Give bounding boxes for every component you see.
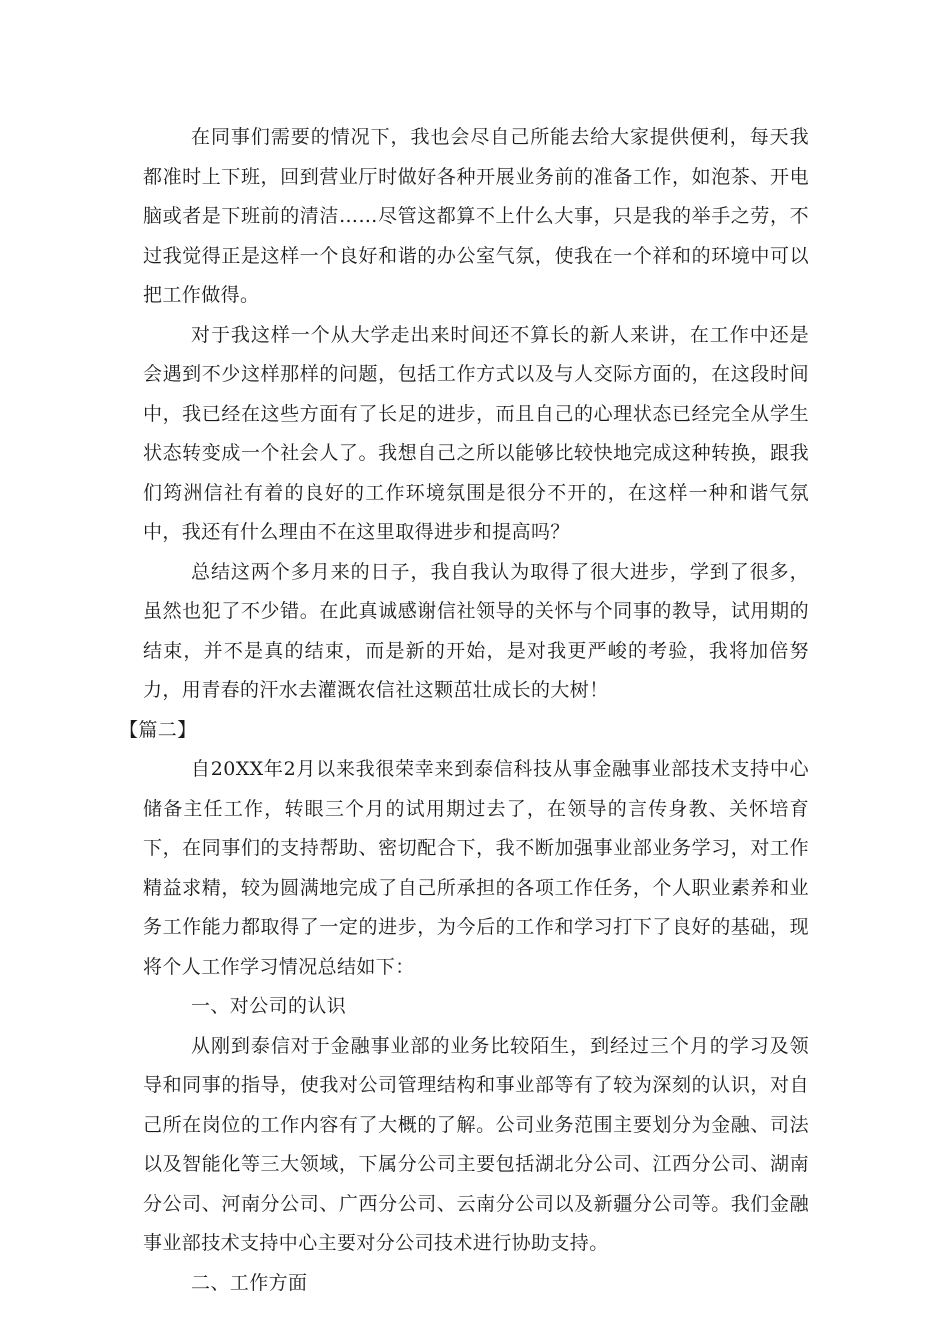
paragraph-company-understanding: 从刚到泰信对于金融事业部的业务比较陌生，到经过三个月的学习及领导和同事的指导，使我对公司管理结构和事业部等有了较为深刻的认识，对自己所在岗位的工作内容有了大概的了解。公司业务范围主要划分为金融、司法以及智能化等三大领域，下属分公司主要包括湖北分公司、江西分公司、湖南分公司、河南分公司、广西分公司、云南分公司以及新疆分公司等。我们金融事业部技术支持中心主要对分公司技术进行协助支持。 [143, 1034, 809, 1254]
document-body [119, 118, 809, 1303]
paragraph-summary-thanks: 总结这两个多月来的日子，我自我认为取得了很大进步，学到了很多，虽然也犯了不少错。在此真诚感谢信社领导的关怀与个同事的教导，试用期的结束，并不是真的结束，而是新的开始，是对我更严峻的考验，我将加倍努力，用青春的汗水去灌溉农信社这颗茁壮成长的大树！ [143, 560, 809, 701]
subheading-company-understanding: 一、对公司的认识 [191, 995, 347, 1017]
paragraph-part-two-intro: 自20XX年2月以来我很荣幸来到泰信科技从事金融事业部技术支持中心储备主任工作，转眼三个月的试用期过去了，在领导的言传身教、关怀培育下，在同事们的支持帮助、密切配合下，我不断加强事业部业务学习，对工作精益求精，较为圆满地完成了自己所承担的各项工作任务，个人职业素养和业务工作能力都取得了一定的进步，为今后的工作和学习打下了良好的基础，现将个人工作学习情况总结如下： [143, 758, 809, 978]
section-heading-part-two: 【篇二】 [119, 718, 197, 741]
paragraph-office-atmosphere: 在同事们需要的情况下，我也会尽自己所能去给大家提供便利，每天我都准时上下班，回到营业厅时做好各种开展业务前的准备工作，如泡茶、开电脑或者是下班前的清洁……尽管这都算不上什么大事，只是我的举手之劳，不过我觉得正是这样一个良好和谐的办公室气氛，使我在一个祥和的环境中可以把工作做得。 [143, 126, 809, 306]
paragraph-newcomer-progress: 对于我这样一个从大学走出来时间还不算长的新人来讲，在工作中还是会遇到不少这样那样的问题，包括工作方式以及与人交际方面的，在这段时间中，我已经在这些方面有了长足的进步，而且自己的心理状态已经完全从学生状态转变成一个社会人了。我想自己之所以能够比较快地完成这种转换，跟我们筠洲信社有着的良好的工作环境氛围是很分不开的，在这样一种和谐气氛中，我还有什么理由不在这里取得进步和提高吗？ [143, 323, 809, 543]
subheading-work-aspects: 二、工作方面 [191, 1271, 308, 1294]
